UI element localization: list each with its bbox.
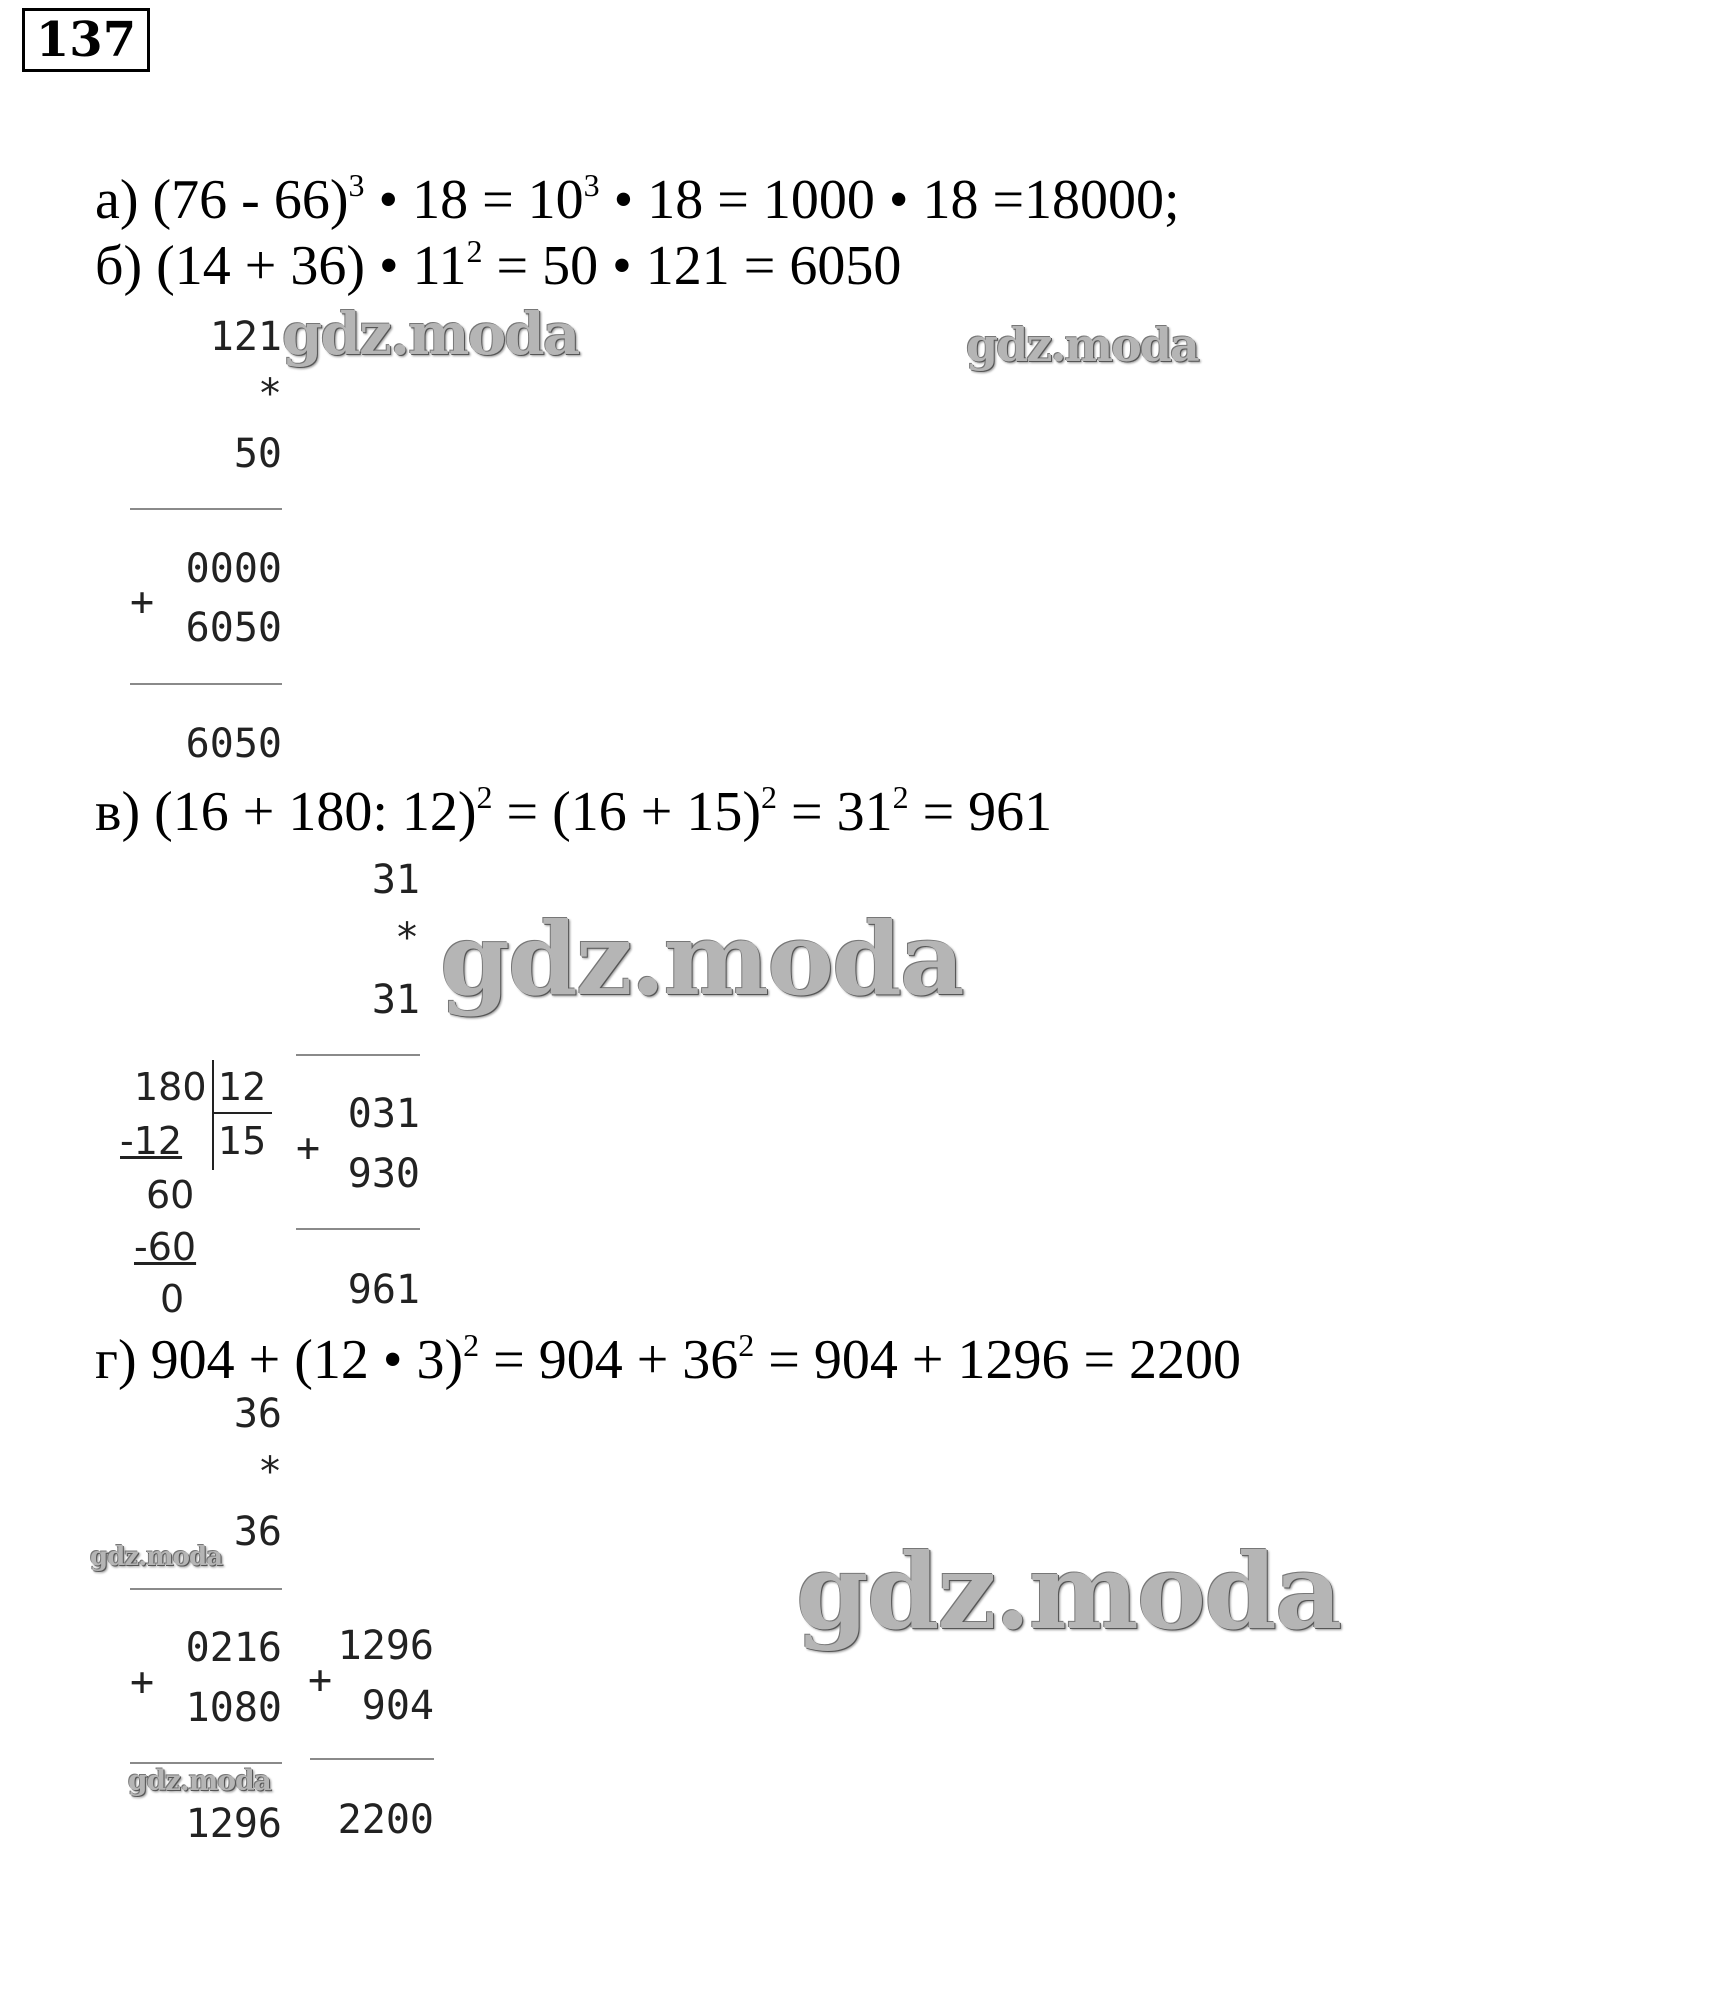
mult-b-partial-2: 6050 xyxy=(185,605,282,651)
div-dividend: 180 xyxy=(134,1065,207,1109)
mult-g-partial-1: 0216 xyxy=(185,1625,282,1671)
div-remainder-1: 60 xyxy=(146,1173,195,1217)
mult-v-top: 31 xyxy=(371,857,420,903)
label-v: в) xyxy=(95,781,141,843)
add-g-bottom: 904 xyxy=(361,1683,434,1729)
mult-g-plus: + xyxy=(130,1659,155,1705)
label-a: а) xyxy=(95,169,139,231)
mult-b-bottom: 50 xyxy=(233,431,282,477)
mult-b-sign: * xyxy=(258,371,283,417)
watermark: gdz.moda xyxy=(128,1764,271,1797)
mult-b-plus: + xyxy=(130,579,155,625)
div-subtract-2: -60 xyxy=(134,1225,197,1269)
watermark: gdz.moda xyxy=(282,300,579,368)
watermark: gdz.moda xyxy=(90,1542,223,1572)
mult-v-sign: * xyxy=(395,915,420,961)
mult-v-bottom: 31 xyxy=(371,977,420,1023)
div-divisor-rule xyxy=(212,1112,272,1114)
label-b: б) xyxy=(95,235,143,297)
mult-g-rule-1 xyxy=(130,1588,282,1590)
mult-v-partial-2: 930 xyxy=(347,1151,420,1197)
mult-g-top: 36 xyxy=(233,1391,282,1437)
div-divisor: 12 xyxy=(218,1065,267,1109)
watermark: gdz.moda xyxy=(440,900,963,1018)
equation-v: в) (16 + 180: $12)^2 = (16 + 15)^2 = 31^2 = 961$ xyxy=(95,779,1053,843)
mult-v-rule-2 xyxy=(296,1228,420,1230)
mult-g-bottom: 36 xyxy=(233,1509,282,1555)
div-vertical-bar xyxy=(212,1060,214,1170)
mult-b-partial-1: 0000 xyxy=(185,546,282,592)
div-subtract-1: -12 xyxy=(120,1119,183,1163)
add-g-top: 1296 xyxy=(337,1623,434,1669)
mult-b-rule-2 xyxy=(130,683,282,685)
label-g: г) xyxy=(95,1329,137,1391)
equation-b: б) (14 + 36) • $11^2 = 50$ • 121 = 6050 xyxy=(95,233,902,297)
add-g-rule xyxy=(310,1758,434,1760)
mult-b-top: 121 xyxy=(209,314,282,360)
div-remainder-2: 0 xyxy=(160,1277,185,1321)
equation-a: а) (76 - 66)$^3$ • $18 = 10^3$ • 18 = 1000 • 18 =18000; xyxy=(95,167,1180,231)
mult-b-result: 6050 xyxy=(185,721,282,767)
mult-g-partial-2: 1080 xyxy=(185,1685,282,1731)
mult-v-partial-1: 031 xyxy=(347,1091,420,1137)
mult-v-result: 961 xyxy=(347,1267,420,1313)
div-quotient: 15 xyxy=(218,1119,267,1163)
add-g-result: 2200 xyxy=(337,1797,434,1843)
mult-g-sign: * xyxy=(258,1449,283,1495)
problem-number: 137 xyxy=(22,8,150,72)
mult-b-rule-1 xyxy=(130,508,282,510)
mult-v-rule-1 xyxy=(296,1054,420,1056)
equation-g: г) 904 + (12 • $3)^2 = 904 + 36^2 = 904 + 1296 = 2200$ xyxy=(95,1327,1242,1391)
mult-v-plus: + xyxy=(296,1125,321,1171)
watermark: gdz.moda xyxy=(966,318,1198,372)
watermark: gdz.moda xyxy=(796,1530,1341,1653)
mult-g-result: 1296 xyxy=(185,1801,282,1847)
add-g-plus: + xyxy=(308,1657,333,1703)
